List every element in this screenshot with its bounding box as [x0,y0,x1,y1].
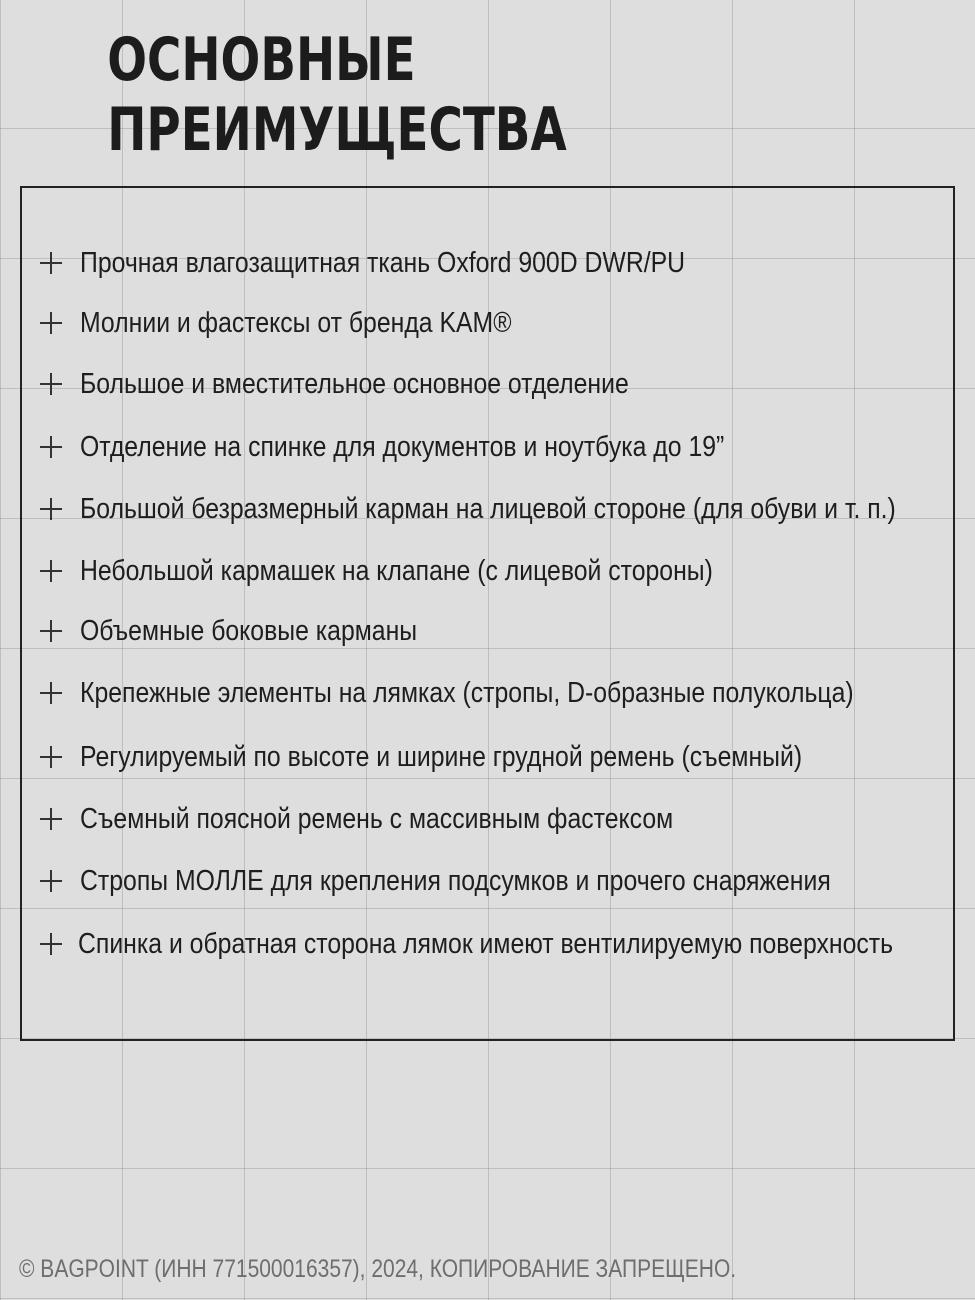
benefit-text: Небольшой кармашек на клапане (с лицевой стороны) [80,554,713,587]
benefit-text: Прочная влагозащитная ткань Oxford 900D DWR/PU [80,246,686,279]
benefit-item [22,243,953,283]
plus-icon [40,933,62,955]
benefit-item [22,427,953,467]
benefit-text: Отделение на спинке для документов и ноутбука до 19” [80,430,725,463]
page-title: ОСНОВНЫЕ ПРЕИМУЩЕСТВА [107,25,567,165]
benefit-text: Большой безразмерный карман на лицевой стороне (для обуви и т. п.) [80,492,896,525]
plus-icon [40,498,62,520]
plus-icon [40,808,62,830]
benefit-text: Стропы МОЛЛЕ для крепления подсумков и прочего снаряжения [80,864,831,897]
benefit-item [22,611,953,651]
benefit-text: Молнии и фастексы от бренда KAM® [80,306,512,339]
benefit-item [22,924,953,964]
benefit-text: Регулируемый по высоте и ширине грудной ремень (съемный) [80,740,803,773]
copyright-notice: © BAGPOINT (ИНН 771500016357), 2024, КОПИРОВАНИЕ ЗАПРЕЩЕНО. [19,1255,737,1283]
benefit-item [22,551,953,591]
benefit-text: Объемные боковые карманы [80,614,418,647]
benefits-list [20,186,955,1041]
benefit-item [22,737,953,777]
plus-icon [40,560,62,582]
benefit-text: Съемный поясной ремень с массивным фастексом [80,802,674,835]
plus-icon [40,682,62,704]
plus-icon [40,436,62,458]
benefit-item [22,303,953,343]
benefit-item [22,489,953,529]
plus-icon [40,620,62,642]
benefit-item [22,673,953,713]
benefit-item [22,364,953,404]
plus-icon [40,312,62,334]
plus-icon [40,373,62,395]
benefit-text: Спинка и обратная сторона лямок имеют вентилируемую поверхность [78,927,894,960]
plus-icon [40,870,62,892]
benefit-text: Большое и вместительное основное отделение [80,367,629,400]
benefit-item [22,799,953,839]
plus-icon [40,746,62,768]
plus-icon [40,252,62,274]
benefit-text: Крепежные элементы на лямках (стропы, D-образные полукольца) [80,676,854,709]
benefit-item [22,861,953,901]
